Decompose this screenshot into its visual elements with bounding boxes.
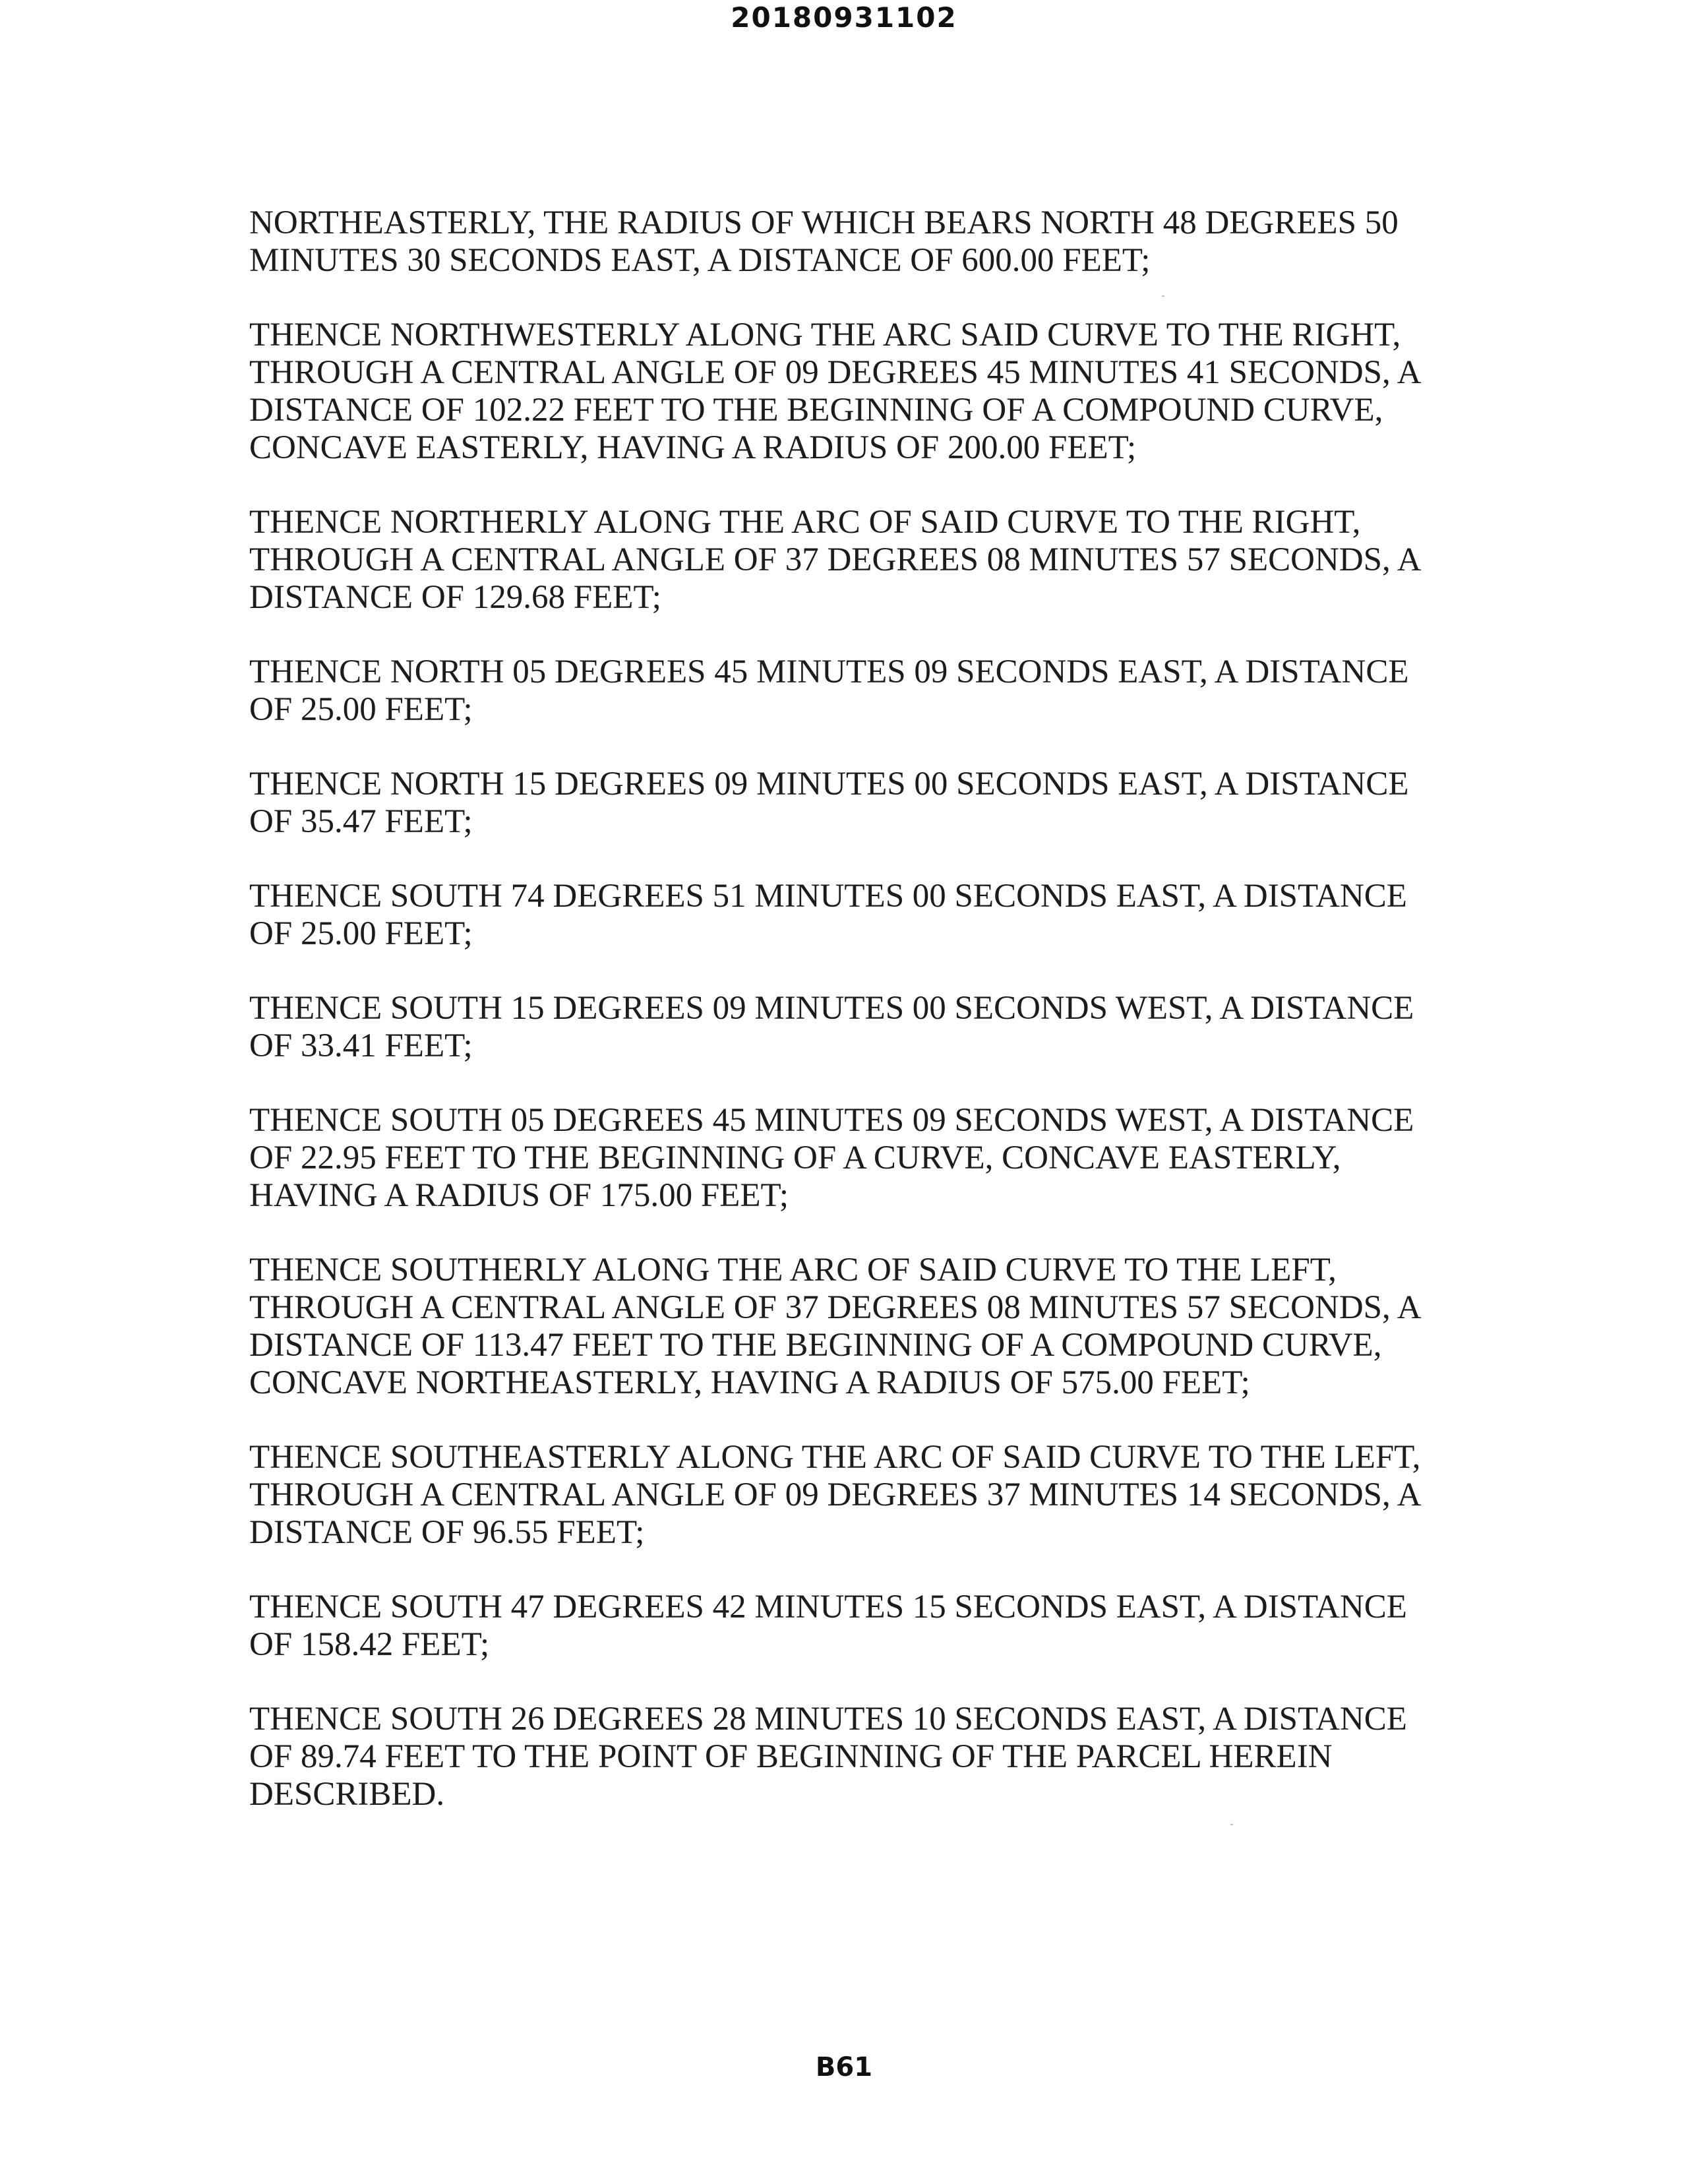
paragraph: THENCE NORTHWESTERLY ALONG THE ARC SAID CURVE TO THE RIGHT, THROUGH A CENTRAL ANGLE OF 09 DEGREES 45 MINUTES 41 SECONDS, A DISTANCE OF 102.22 FEET TO THE BEGINNING OF A COMPOUND CURVE, CONCAVE EASTERLY, HAVING A RADIUS OF 200.00 FEET; [249,317,1422,466]
paragraph: THENCE SOUTH 74 DEGREES 51 MINUTES 00 SECONDS EAST, A DISTANCE OF 25.00 FEET; [249,878,1407,952]
paragraph: THENCE SOUTH 26 DEGREES 28 MINUTES 10 SECONDS EAST, A DISTANCE OF 89.74 FEET TO THE POINT OF BEGINNING OF THE PARCEL HEREIN DESCRIBED. [249,1701,1407,1813]
paragraph: THENCE NORTH 05 DEGREES 45 MINUTES 09 SECONDS EAST, A DISTANCE OF 25.00 FEET; [249,653,1409,728]
paragraph: THENCE SOUTH 47 DEGREES 42 MINUTES 15 SECONDS EAST, A DISTANCE OF 158.42 FEET; [249,1589,1407,1663]
paragraph: THENCE SOUTHEASTERLY ALONG THE ARC OF SAID CURVE TO THE LEFT, THROUGH A CENTRAL ANGLE OF 09 DEGREES 37 MINUTES 14 SECONDS, A DISTANCE OF 96.55 FEET; [249,1439,1422,1551]
document-number: 20180931102 [731,1,957,34]
scan-speck [1162,295,1164,297]
page-label: B61 [815,2052,873,2082]
paragraph: NORTHEASTERLY, THE RADIUS OF WHICH BEARS NORTH 48 DEGREES 50 MINUTES 30 SECONDS EAST, A DISTANCE OF 600.00 FEET; [249,204,1399,279]
paragraph: THENCE SOUTHERLY ALONG THE ARC OF SAID CURVE TO THE LEFT, THROUGH A CENTRAL ANGLE OF 37 DEGREES 08 MINUTES 57 SECONDS, A DISTANCE OF 113.47 FEET TO THE BEGINNING OF A COMPOUND CURVE, CONCAVE NORTHEASTERLY, HAVING A RADIUS OF 575.00 FEET; [249,1252,1422,1401]
paragraph: THENCE SOUTH 15 DEGREES 09 MINUTES 00 SECONDS WEST, A DISTANCE OF 33.41 FEET; [249,990,1414,1064]
paragraph: THENCE NORTH 15 DEGREES 09 MINUTES 00 SECONDS EAST, A DISTANCE OF 35.47 FEET; [249,766,1409,840]
paragraph: THENCE SOUTH 05 DEGREES 45 MINUTES 09 SECONDS WEST, A DISTANCE OF 22.95 FEET TO THE BEGINNING OF A CURVE, CONCAVE EASTERLY, HAVING A RADIUS OF 175.00 FEET; [249,1102,1414,1214]
legal-description-body [249,204,1476,1850]
paragraph: THENCE NORTHERLY ALONG THE ARC OF SAID CURVE TO THE RIGHT, THROUGH A CENTRAL ANGLE OF 37 DEGREES 08 MINUTES 57 SECONDS, A DISTANCE OF 129.68 FEET; [249,504,1422,616]
scan-speck [1230,1824,1233,1825]
